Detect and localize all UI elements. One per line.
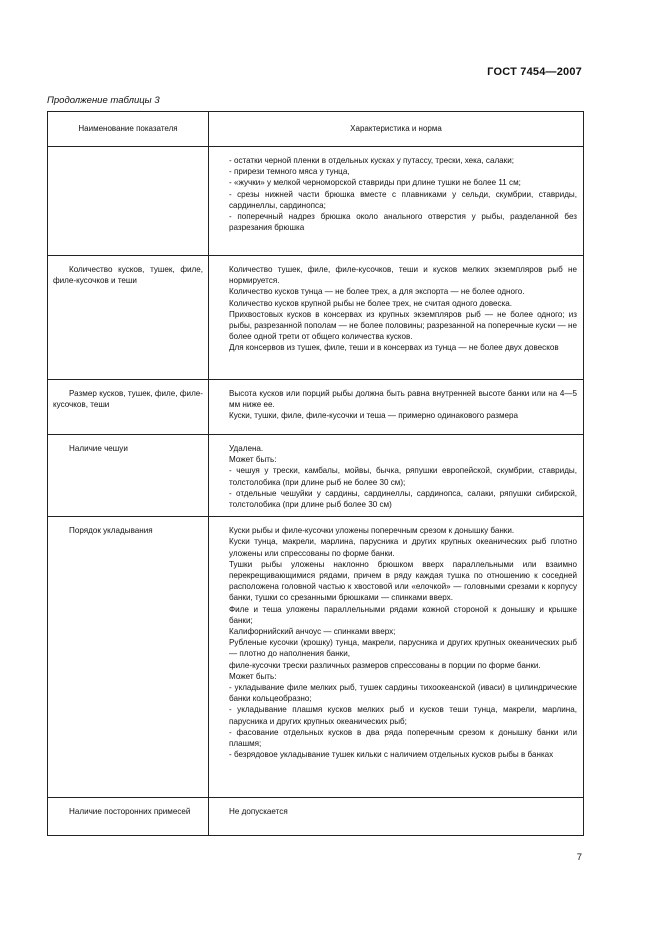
characteristic-line: Филе и теша уложены параллельными рядами кожной стороной к донышку и крышке банки; bbox=[229, 604, 577, 625]
characteristic-cell bbox=[209, 798, 584, 836]
indicator-name: Наличие посторонних примесей bbox=[69, 807, 191, 817]
characteristic-line: Не допускается bbox=[229, 807, 288, 817]
characteristic-line: Прихвостовых кусков в консервах из крупных экземпляров рыб — не более одного; из рыбы, разрезанной пополам — не более половины; разрезанной на поперечные куски — не более одной трети от общего количества кусков. bbox=[229, 309, 577, 342]
indicator-name: Порядок укладывания bbox=[69, 526, 153, 536]
table-row bbox=[48, 380, 584, 435]
characteristic-cell bbox=[209, 435, 584, 517]
indicator-name: Количество кусков, тушек, филе, филе-кусочков и теши bbox=[53, 265, 203, 286]
table-row bbox=[48, 517, 584, 798]
characteristic-line: - чешуя у трески, камбалы, мойвы, бычка, ряпушки европейской, скумбрии, ставриды, толстолобика (при длине рыб не более 30 см); bbox=[229, 466, 577, 487]
characteristic-line: Куски, тушки, филе, филе-кусочки и теша — примерно одинакового размера bbox=[229, 411, 519, 421]
document-code: ГОСТ 7454—2007 bbox=[487, 66, 582, 78]
characteristic-line: - срезы нижней части брюшка вместе с плавниками у сельди, скумбрии, ставриды, сардинеллы, сардинопса; bbox=[229, 189, 577, 210]
characteristic-line: Может быть: bbox=[229, 671, 277, 681]
table-row bbox=[48, 147, 584, 256]
table-caption: Продолжение таблицы 3 bbox=[47, 95, 160, 106]
table-header-row bbox=[48, 112, 584, 147]
characteristic-line: Тушки рыбы уложены наклонно брюшком вверх параллельными или взаимно перекрещивающимися рядами, причем в ряду каждая тушка по отношению к соседней расположена головной частью к хвостовой или «елочкой» — головными срезами к корпусу банки, тушки со срезанными брюшками — спинками вверх. bbox=[229, 559, 577, 603]
characteristic-line: Количество кусков крупной рыбы не более трех, не считая одного довеска. bbox=[229, 298, 513, 308]
characteristic-line: Рубленые кусочки (крошку) тунца, макрели, парусника и других крупных океанических рыб — плотно до наполнения банки, bbox=[229, 638, 577, 659]
indicator-name-cell bbox=[48, 147, 209, 256]
characteristic-line: Может быть: bbox=[229, 455, 277, 465]
characteristic-line: - прирези темного мяса у тунца, bbox=[229, 167, 350, 177]
characteristic-line: - отдельные чешуйки у сардины, сардинеллы, сардинопса, салаки, ряпушки сибирской, толстолобика (при длине рыб более 30 см) bbox=[229, 488, 577, 510]
page-number: 7 bbox=[576, 852, 582, 863]
characteristic-line: - фасование отдельных кусков в два ряда поперечным срезом к донышку банки или плашмя; bbox=[229, 727, 577, 749]
indicator-name: Размер кусков, тушек, филе, филе-кусочков, теши bbox=[53, 389, 203, 410]
characteristic-line: Высота кусков или порций рыбы должна быть равна внутренней высоте банки или на 4—5 мм ниже ее. bbox=[229, 389, 577, 410]
characteristic-line: - безрядовое укладывание тушек кильки с наличием отдельных кусков рыбы в банках bbox=[229, 750, 554, 760]
characteristic-line: Количество кусков тунца — не более трех, а для экспорта — не более одного. bbox=[229, 287, 525, 297]
characteristic-line: Калифорнийский анчоус — спинками вверх; bbox=[229, 627, 396, 637]
characteristic-line: - укладывание плашмя кусков мелких рыб и кусков теши тунца, макрели, марлина, парусника и других крупных океанических рыб; bbox=[229, 705, 577, 726]
characteristic-cell bbox=[209, 517, 584, 798]
table-row bbox=[48, 435, 584, 517]
indicator-name-cell bbox=[48, 517, 209, 798]
indicator-name: Наличие чешуи bbox=[69, 444, 128, 453]
specification-table bbox=[47, 111, 584, 836]
characteristic-line: Для консервов из тушек, филе, теши и в консервах из тунца — не более двух довесков bbox=[229, 343, 559, 353]
indicator-name-cell bbox=[48, 256, 209, 380]
characteristic-line: - остатки черной пленки в отдельных кусках у путассу, трески, хека, салаки; bbox=[229, 156, 514, 165]
column-header-characteristic: Характеристика и норма bbox=[209, 112, 584, 147]
characteristic-line: Количество тушек, филе, филе-кусочков, теши и кусков мелких экземпляров рыб не нормируется. bbox=[229, 265, 577, 286]
characteristic-line: Куски рыбы и филе-кусочки уложены поперечным срезом к донышку банки. bbox=[229, 526, 515, 536]
table-row bbox=[48, 798, 584, 836]
table-row bbox=[48, 256, 584, 380]
indicator-name-cell bbox=[48, 435, 209, 517]
characteristic-cell bbox=[209, 256, 584, 380]
characteristic-line: - поперечный надрез брюшка около анального отверстия у рыбы, разделанной без разрезания брюшка bbox=[229, 212, 577, 233]
characteristic-line: - «жучки» у мелкой черноморской ставриды при длине тушки не более 11 см; bbox=[229, 178, 521, 188]
indicator-name-cell bbox=[48, 798, 209, 836]
column-header-indicator: Наименование показателя bbox=[48, 112, 209, 147]
characteristic-cell bbox=[209, 380, 584, 435]
indicator-name-cell bbox=[48, 380, 209, 435]
characteristic-line: - укладывание филе мелких рыб, тушек сардины тихоокеанской (иваси) в цилиндрические банки кольцеобразно; bbox=[229, 683, 577, 704]
characteristic-line: Удалена. bbox=[229, 444, 264, 453]
characteristic-line: Куски тунца, макрели, марлина, парусника и других крупных океанических рыб плотно уложены или спрессованы по форме банки. bbox=[229, 537, 577, 558]
characteristic-cell bbox=[209, 147, 584, 256]
characteristic-line: филе-кусочки трески различных размеров спрессованы в порции по форме банки. bbox=[229, 660, 541, 670]
